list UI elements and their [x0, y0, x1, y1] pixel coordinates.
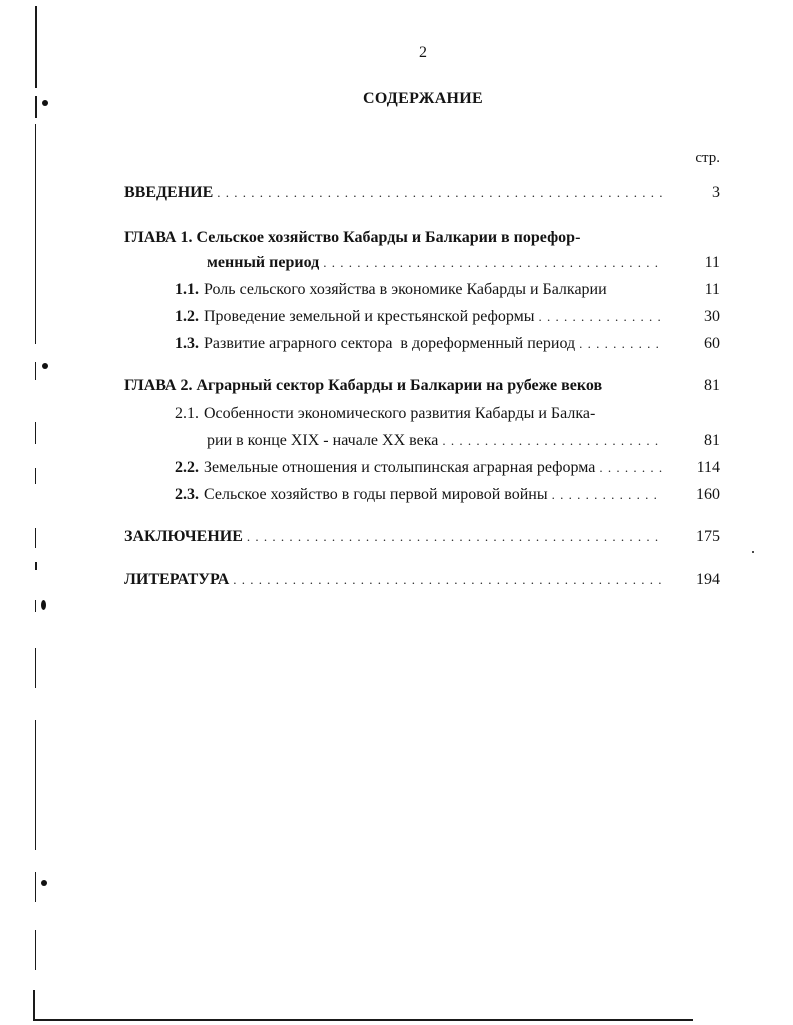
- toc-entry-title: ГЛАВА 1. Сельское хозяйство Кабарды и Балкарии в порефор-: [124, 229, 581, 246]
- toc-entry-page: 60: [704, 335, 720, 352]
- scan-bottom-edge: [33, 1019, 693, 1021]
- toc-entry-title: ГЛАВА 2. Аграрный сектор Кабарды и Балкарии на рубеже веков: [124, 377, 603, 394]
- scan-margin-line: [35, 468, 36, 484]
- toc-entry-literature: [124, 570, 664, 590]
- toc-entry-title: Особенности экономического развития Кабарды и Балка-: [204, 405, 596, 422]
- page-column-label: стр.: [695, 150, 720, 166]
- scan-margin-line: [35, 872, 36, 902]
- toc-section-number: 1.3.: [175, 335, 199, 352]
- leader-dots: [579, 334, 662, 354]
- scan-dot: [752, 551, 754, 553]
- scan-margin-line: [33, 990, 35, 1020]
- scan-margin-line: [35, 648, 36, 688]
- toc-section-number: 1.2.: [175, 308, 199, 325]
- toc-section-number: 2.2.: [175, 459, 199, 476]
- toc-entry-title: Сельское хозяйство в годы первой мировой войны: [204, 486, 548, 503]
- toc-entry-title: ЗАКЛЮЧЕНИЕ: [124, 528, 243, 545]
- toc-entry-page: 11: [704, 281, 720, 298]
- toc-section-number: 1.1.: [175, 281, 199, 298]
- toc-entry-page: 114: [696, 459, 720, 476]
- toc-entry-page: 81: [704, 432, 720, 449]
- toc-entry-page: 30: [704, 308, 720, 325]
- toc-entry-title: Развитие аграрного сектора в дореформенный период: [204, 335, 576, 352]
- leader-dots: [247, 527, 662, 547]
- scan-margin-line: [35, 600, 36, 612]
- toc-entry-intro: [124, 183, 664, 203]
- scan-dot: [42, 363, 48, 369]
- toc-heading: СОДЕРЖАНИЕ: [362, 90, 484, 107]
- leader-dots: [323, 253, 662, 273]
- scan-margin-line: [35, 124, 36, 344]
- leader-dots: [539, 307, 663, 327]
- toc-entry-title: менный период: [207, 254, 320, 271]
- toc-section-number: 2.1.: [175, 405, 199, 422]
- toc-entry-title: Земельные отношения и столыпинская аграрная реформа: [204, 459, 596, 476]
- toc-entry-page: 175: [696, 528, 720, 545]
- toc-section-1-2: [175, 307, 664, 327]
- toc-entry-page: 3: [712, 184, 720, 201]
- scan-dot: [41, 600, 46, 610]
- toc-entry-title: Проведение земельной и крестьянской реформы: [204, 308, 535, 325]
- leader-dots: [552, 485, 662, 505]
- scan-margin-line: [35, 362, 36, 380]
- toc-section-2-2: [175, 458, 664, 478]
- scan-margin-line: [35, 930, 36, 970]
- leader-dots: [599, 458, 662, 478]
- leader-dots: [442, 431, 662, 451]
- toc-section-2-1-line1: [175, 404, 595, 424]
- toc-entry-title: рии в конце XIX - начале XX века: [207, 432, 439, 449]
- toc-entry-page: 194: [696, 571, 720, 588]
- toc-section-number: 2.3.: [175, 486, 199, 503]
- toc-entry-title: ЛИТЕРАТУРА: [124, 571, 230, 588]
- toc-entry-title: Роль сельского хозяйства в экономике Кабарды и Балкарии: [204, 281, 607, 298]
- leader-dots: [217, 183, 662, 203]
- toc-section-1-1: [175, 280, 664, 300]
- toc-section-2-3: [175, 485, 664, 505]
- scan-dot: [41, 880, 47, 886]
- toc-section-2-1-line2: [207, 431, 664, 451]
- toc-entry-page: 81: [704, 377, 720, 394]
- page-number: 2: [419, 44, 427, 61]
- scan-margin-line: [35, 720, 36, 850]
- scan-margin-line: [35, 562, 37, 570]
- scan-margin-line: [35, 528, 36, 548]
- toc-entry-page: 160: [696, 486, 720, 503]
- toc-section-1-3: [175, 334, 664, 354]
- toc-entry-conclusion: [124, 527, 664, 547]
- toc-entry-title: ВВЕДЕНИЕ: [124, 184, 214, 201]
- toc-chapter-2: [124, 376, 602, 396]
- leader-dots: [233, 570, 662, 590]
- toc-chapter-1-line1: [124, 228, 580, 248]
- scan-margin-line: [35, 422, 36, 444]
- toc-entry-page: 11: [704, 254, 720, 271]
- toc-chapter-1-line2: [207, 253, 664, 273]
